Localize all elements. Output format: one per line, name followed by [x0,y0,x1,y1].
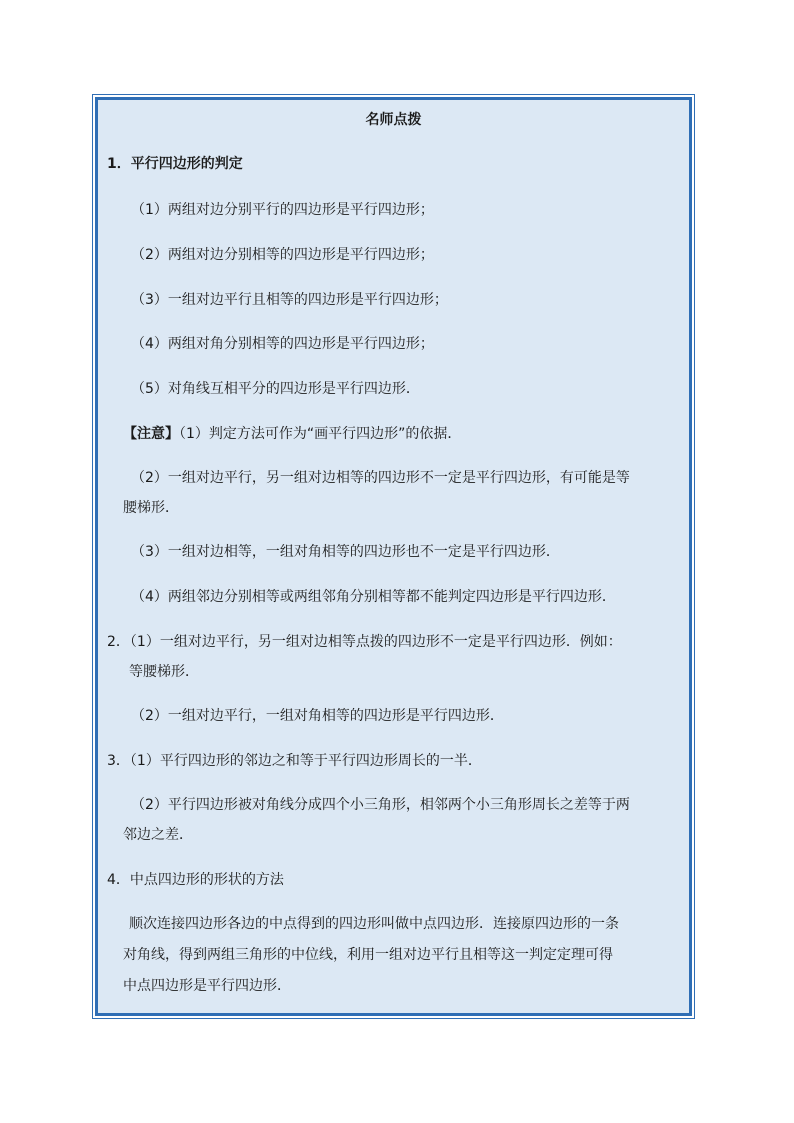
note-3: （3）一组对边相等，一组对角相等的四边形也不一定是平行四边形． [131,544,560,560]
note-tag: 【注意】 [123,426,179,442]
note-1-text: （1）判定方法可作为“画平行四边形”的依据． [179,426,462,442]
note-2-line-b: 腰梯形． [123,500,179,516]
section-4-para-1: 顺次连接四边形各边的中点得到的四边形叫做中点四边形．连接原四边形的一条 [129,916,619,932]
criterion-2: （2）两组对边分别相等的四边形是平行四边形； [131,247,434,263]
section-2-line-a: 2．（1）一组对边平行，另一组对边相等点拨的四边形不一定是平行四边形．例如： [107,634,622,650]
criterion-5: （5）对角线互相平分的四边形是平行四边形． [131,381,420,397]
criterion-3: （3）一组对边平行且相等的四边形是平行四边形； [131,292,448,308]
section-3-line-2b: 邻边之差． [123,827,193,843]
criterion-1: （1）两组对边分别平行的四边形是平行四边形； [131,202,434,218]
section-3-line-1: 3．（1）平行四边形的邻边之和等于平行四边形周长的一半． [107,753,482,769]
section-4-heading: 4．中点四边形的形状的方法 [107,872,284,888]
section-4-para-2: 对角线，得到两组三角形的中位线，利用一组对边平行且相等这一判定定理可得 [123,947,613,963]
note-4: （4）两组邻边分别相等或两组邻角分别相等都不能判定四边形是平行四边形． [131,589,616,605]
section-2-line-b: 等腰梯形． [129,664,199,680]
tips-box [95,97,692,1016]
section-1-heading: 1．平行四边形的判定 [107,156,243,172]
note-1-line [123,424,461,444]
section-4-para-3: 中点四边形是平行四边形． [123,978,291,994]
note-2-line-a: （2）一组对边平行，另一组对边相等的四边形不一定是平行四边形，有可能是等 [131,470,630,486]
section-2-line-2: （2）一组对边平行，一组对角相等的四边形是平行四边形． [131,708,504,724]
section-3-line-2a: （2）平行四边形被对角线分成四个小三角形，相邻两个小三角形周长之差等于两 [131,797,630,813]
box-title: 名师点拨 [365,112,422,128]
criterion-4: （4）两组对角分别相等的四边形是平行四边形； [131,336,434,352]
